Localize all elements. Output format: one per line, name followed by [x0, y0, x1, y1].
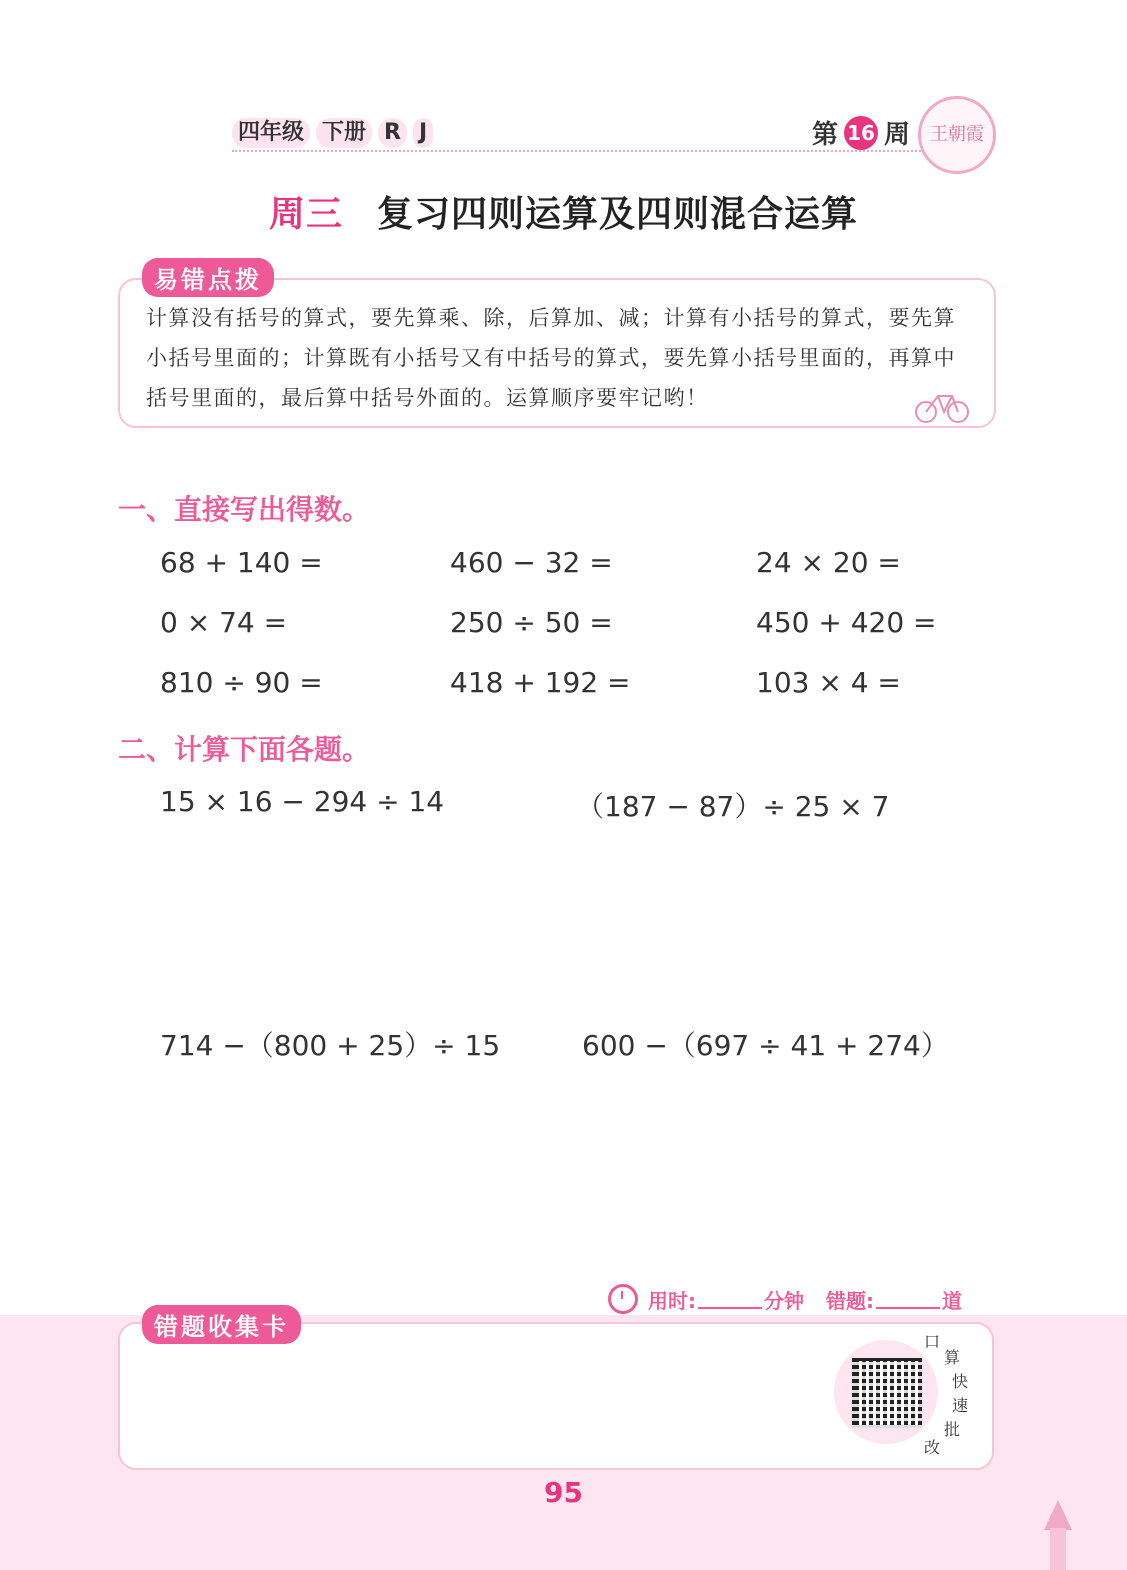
week-indicator — [812, 114, 910, 151]
calc-problem: （187 − 87）÷ 25 × 7 — [576, 790, 890, 823]
oral-problem: 24 × 20 = — [756, 546, 901, 579]
oral-problem: 418 + 192 = — [450, 666, 631, 699]
calc-problem: 600 −（697 ÷ 41 + 274） — [582, 1029, 949, 1062]
edition-tag-r: R — [378, 118, 407, 148]
arrow-stem — [1050, 1528, 1066, 1570]
author-badge — [918, 96, 996, 174]
qr-caption-char: 批 — [944, 1420, 961, 1439]
clock-icon — [608, 1284, 638, 1314]
errors-unit: 道 — [942, 1288, 962, 1313]
grade-tag: 四年级 — [232, 118, 310, 148]
oral-problem: 68 + 140 = — [160, 546, 323, 579]
oral-problem: 450 + 420 = — [756, 606, 937, 639]
edition-tag-j: J — [413, 118, 433, 148]
week-suffix: 周 — [884, 120, 911, 150]
time-blank[interactable] — [698, 1289, 762, 1309]
grade-tags — [232, 118, 433, 148]
oral-problem: 460 − 32 = — [450, 546, 613, 579]
qr-caption-char: 口 — [924, 1332, 941, 1351]
section1-heading: 一、直接写出得数。 — [118, 493, 371, 526]
page-number: 95 — [544, 1476, 583, 1509]
week-number: 16 — [844, 116, 878, 150]
bicycle-icon — [912, 384, 972, 424]
oral-problem: 250 ÷ 50 = — [450, 606, 613, 639]
tip-label: 易错点拨 — [142, 258, 274, 297]
time-record — [608, 1284, 962, 1314]
time-label: 用时: — [648, 1288, 696, 1313]
badge-text: 王朝霞 — [930, 124, 984, 145]
page-title — [0, 186, 1127, 237]
volume-tag: 下册 — [316, 118, 372, 148]
qr-caption-char: 算 — [944, 1348, 961, 1367]
oral-problem: 103 × 4 = — [756, 666, 901, 699]
qr-caption-char: 速 — [952, 1396, 969, 1415]
calc-problem: 714 −（800 + 25）÷ 15 — [160, 1029, 501, 1062]
oral-problem: 0 × 74 = — [160, 606, 288, 639]
week-prefix: 第 — [812, 120, 839, 150]
title-day: 周三 — [268, 194, 343, 235]
up-arrow-icon — [1044, 1500, 1072, 1530]
tip-text: 计算没有括号的算式，要先算乘、除，后算加、减；计算有小括号的算式，要先算小括号里面的；计算既有小括号又有中括号的算式，要先算小括号里面的，再算中括号里面的，最后算中括号外面的。运算顺序要牢记哟！ — [146, 306, 956, 410]
calc-problem: 15 × 16 − 294 ÷ 14 — [160, 785, 445, 818]
section2-heading: 二、计算下面各题。 — [118, 733, 371, 766]
errors-blank[interactable] — [876, 1289, 940, 1309]
qr-pattern — [852, 1358, 922, 1428]
qr-caption-char: 改 — [924, 1438, 941, 1457]
errors-label: 错题: — [826, 1288, 874, 1313]
time-unit: 分钟 — [764, 1288, 804, 1313]
oral-problem: 810 ÷ 90 = — [160, 666, 323, 699]
title-topic: 复习四则运算及四则混合运算 — [377, 194, 859, 235]
card-label: 错题收集卡 — [142, 1305, 301, 1344]
qr-caption-char: 快 — [952, 1372, 969, 1391]
